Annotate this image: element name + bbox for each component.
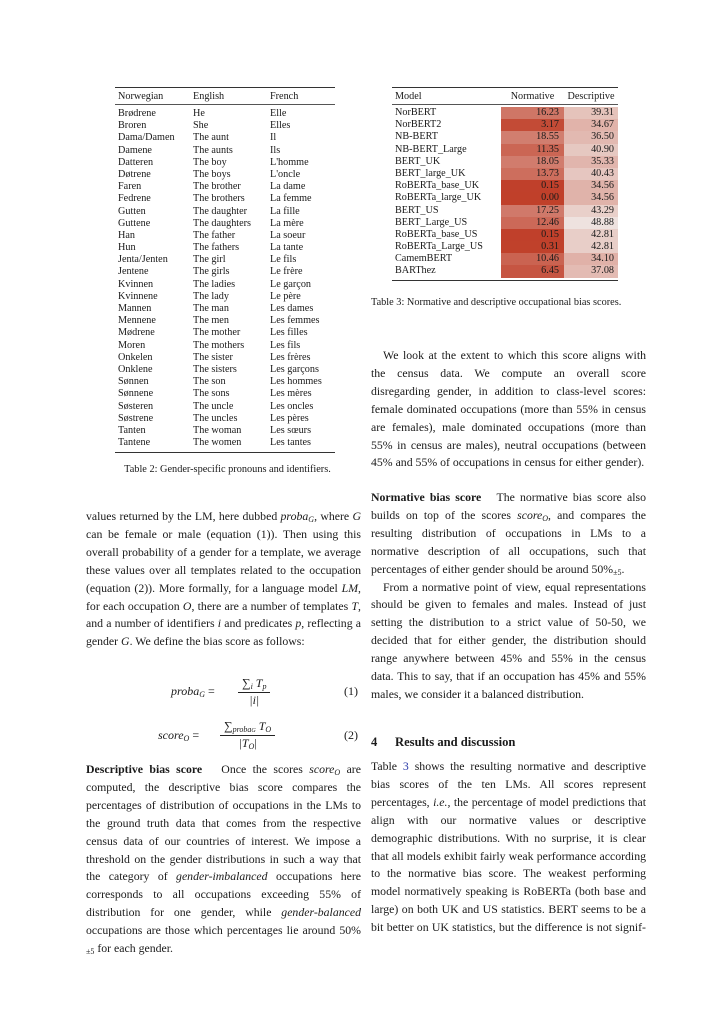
text: values returned by the LM, here dubbed [86, 509, 281, 523]
text: . We define the bias score as follows: [129, 634, 305, 649]
math-sub-g: G [308, 515, 315, 524]
text: . [621, 561, 625, 576]
cell-french: Les femmes [270, 315, 320, 327]
cell-english: The aunts [193, 144, 233, 156]
cell-normative: 0.15 [501, 229, 564, 241]
cell-model: NorBERT2 [395, 119, 442, 131]
header-english: English [193, 91, 225, 102]
cell-norwegian: Damene [118, 144, 152, 156]
text: and predicates [221, 616, 296, 631]
text: , there are a number of templates [191, 598, 352, 613]
table-row [115, 193, 335, 205]
cell-model: BERT_Large_US [395, 216, 468, 228]
cell-descriptive: 40.43 [564, 168, 618, 180]
cell-english: The aunt [193, 132, 229, 144]
equals: = [189, 728, 200, 742]
math-score: score [517, 507, 543, 522]
table-row [392, 119, 618, 131]
table-row [392, 205, 618, 217]
cell-norwegian: Moren [118, 339, 146, 351]
text: , reflecting a gender [86, 616, 361, 649]
text: , and compares the resulting distribution of occupations in LMs to a normative description of all occupations, such that percentages of either gender should be around 50% [371, 507, 646, 576]
sum-symbol: ∑ [224, 719, 233, 733]
cell-french: Les oncles [270, 400, 314, 412]
term-gender-imbalanced: gender-imbalanced [176, 869, 268, 884]
math-proba: proba [171, 684, 200, 698]
table-row [392, 107, 618, 119]
table-bottom-rule [115, 452, 335, 453]
table-body [115, 108, 335, 449]
table-3 [392, 87, 618, 281]
table-row [115, 388, 335, 400]
eq2-lhs [158, 728, 199, 743]
cell-model: BERT_large_UK [395, 167, 466, 179]
table-row [115, 401, 335, 413]
table-row [392, 180, 618, 192]
cell-normative: 3.17 [501, 119, 564, 131]
table-row [115, 425, 335, 437]
paragraph-census-alignment [371, 347, 646, 472]
math-bar: | [254, 736, 257, 750]
cell-french: Les mères [270, 388, 312, 400]
cell-model: RoBERTa_large_UK [395, 192, 482, 204]
cell-english: The fathers [193, 242, 240, 254]
cell-english: The sons [193, 388, 230, 400]
cell-english: The uncles [193, 412, 238, 424]
math-sub-o: O [542, 513, 549, 523]
table-row [392, 241, 618, 253]
section-number: 4 [371, 735, 378, 749]
cell-norwegian: Mødrene [118, 327, 155, 339]
text: the percentage of model predictions that align with our normative values or descriptive demographic distributions. With no surprise, it is clear that all models exhibit fairly weak performance according to the normative bias score. The weakest performing model normatively speaking is RoBERTa (both base and large) on both UK and US statistics. BERT seems to be a bit better on UK statistics, but the difference is not signif- [371, 794, 646, 935]
cell-normative: 0.31 [501, 241, 564, 253]
cell-english: The sisters [193, 363, 237, 375]
header-model: Model [395, 91, 422, 102]
equation-number: (1) [344, 684, 358, 698]
cell-norwegian: Søstrene [118, 412, 154, 424]
text: , and a number of identifiers [86, 598, 361, 631]
eq2-numerator [220, 719, 275, 736]
cell-french: Elle [270, 108, 287, 119]
eq1-fraction [238, 676, 270, 708]
paragraph-heading: Normative bias score [371, 490, 482, 504]
table-row [115, 315, 335, 327]
math-sub-pm: ±5 [86, 947, 95, 957]
cell-descriptive: 48.88 [564, 217, 618, 229]
cell-french: Les hommes [270, 376, 322, 388]
cell-english: The girls [193, 266, 230, 278]
table-row [115, 340, 335, 352]
cell-descriptive: 37.08 [564, 265, 618, 277]
cell-model: RoBERTa_base_US [395, 228, 478, 240]
cell-descriptive: 35.33 [564, 156, 618, 168]
cell-descriptive: 42.81 [564, 229, 618, 241]
cell-descriptive: 39.31 [564, 107, 618, 119]
math-proba: proba [232, 725, 252, 734]
math-score: score [309, 762, 335, 776]
math-sub: G [251, 728, 256, 734]
text: for each gender. [94, 941, 173, 956]
cell-model: BARThez [395, 265, 436, 277]
math-lm: LM [341, 580, 359, 595]
text: occupations are those which percentages lie around 50% [86, 923, 361, 938]
cell-french: Le garçon [270, 278, 312, 290]
cell-norwegian: Kvinnen [118, 278, 154, 290]
cell-english: The ladies [193, 278, 236, 290]
cell-model: NB-BERT_Large [395, 143, 467, 155]
cell-english: The man [193, 303, 229, 314]
cell-norwegian: Sønnen [118, 376, 149, 388]
eq1-denominator: |i| [249, 693, 260, 707]
text: shows the resulting normative and descriptive bias scores of the ten LMs. All scores represent percentages, [371, 759, 646, 809]
table-row [392, 192, 618, 204]
text: , for each occupation [86, 580, 361, 613]
cell-normative: 18.55 [501, 131, 564, 143]
math-p: p [295, 616, 302, 631]
text: From a normative point of view, equal representations should be given to females and males. Instead of just setting the distribution to a strict value of 50-50, we decided that for either gender, the distribution should range anywhere between 45% and 55% in the census data. This to say, that if an occupation has 45% and 55% males, we consider it a balanced distribution. [371, 579, 646, 701]
cell-norwegian: Datteren [118, 156, 154, 168]
cell-english: He [193, 108, 205, 119]
table-row [115, 230, 335, 242]
cell-french: Les pères [270, 412, 309, 424]
text: We look at the extent to which this score aligns with the census data. We compute an overall score disregarding gender, in addition to class-level scores: female dominated occupations (more than 55% in census are females), male dominated occupations (more than 55% in census are males), neutral occupations (between 45% and 55% of occupations in census for either gender). [371, 348, 646, 470]
cell-norwegian: Faren [118, 181, 142, 193]
table-row [115, 120, 335, 132]
paragraph-normative-bias [371, 489, 646, 704]
cell-norwegian: Tanten [118, 424, 146, 436]
text-ie: i.e., [433, 794, 451, 809]
cell-descriptive: 40.90 [564, 144, 618, 156]
paragraph-descriptive-bias [86, 761, 361, 958]
cell-normative: 11.35 [501, 144, 564, 156]
math-sub: O [265, 725, 272, 734]
cell-normative: 16.23 [501, 107, 564, 119]
cell-norwegian: Dama/Damen [118, 132, 175, 144]
cell-english: The lady [193, 290, 229, 302]
table-row [115, 437, 335, 449]
math-sub: i [250, 682, 253, 691]
cell-norwegian: Guttene [118, 217, 151, 229]
cell-normative: 0.15 [501, 180, 564, 192]
cell-descriptive: 43.29 [564, 205, 618, 217]
cell-model: BERT_UK [395, 155, 441, 167]
math-o: O [182, 598, 192, 613]
table-header-row [392, 88, 618, 104]
cell-model: BERT_US [395, 204, 439, 216]
cell-french: Les dames [270, 303, 314, 314]
cell-english: The mother [193, 327, 241, 339]
cell-model: CamemBERT [395, 253, 453, 265]
cell-normative: 18.05 [501, 156, 564, 168]
cell-model: NorBERT [395, 107, 437, 118]
table-row [115, 169, 335, 181]
cell-french: Le père [270, 290, 301, 302]
cell-french: La tante [270, 242, 304, 254]
table-3-caption: Table 3: Normative and descriptive occupational bias scores. [371, 297, 622, 308]
table-row [392, 156, 618, 168]
cell-french: La fille [270, 205, 300, 217]
cell-english: The boy [193, 156, 227, 168]
eq1-lhs [171, 684, 215, 699]
cell-normative: 13.73 [501, 168, 564, 180]
table-row [115, 413, 335, 425]
table-row [392, 217, 618, 229]
table-row [392, 265, 618, 277]
table-row [392, 131, 618, 143]
cell-french: La mère [270, 217, 304, 229]
math-sub-pm: ±5 [613, 567, 622, 577]
cell-french: Les fils [270, 339, 301, 351]
text: , where [314, 509, 353, 523]
term-gender-balanced: gender-balanced [281, 905, 361, 920]
table-row [115, 145, 335, 157]
cell-english: The men [193, 315, 229, 327]
text: can be female or male (equation (1)). Then using this overall probability of a gender for a template, we average these values over all templates related to the occupation (equation (2)). More formally, for a language model [86, 526, 361, 595]
math-sub [233, 725, 256, 734]
cell-model: RoBERTa_Large_US [395, 241, 483, 253]
cell-norwegian: Søsteren [118, 400, 154, 412]
cell-english: She [193, 120, 209, 132]
cell-descriptive: 34.67 [564, 119, 618, 131]
cell-norwegian: Onkelen [118, 351, 153, 363]
cell-norwegian: Gutten [118, 205, 146, 217]
math-sub: p [262, 682, 267, 691]
text: The normative bias score also builds on top of the scores [371, 490, 646, 522]
cell-french: Les tantes [270, 437, 312, 449]
eq2-denominator [220, 736, 275, 751]
table-row [115, 376, 335, 388]
cell-french: Les sœurs [270, 424, 312, 436]
equation-number: (2) [344, 728, 358, 742]
cell-norwegian: Hun [118, 242, 136, 254]
cell-normative: 0.00 [501, 192, 564, 204]
table-row [115, 218, 335, 230]
table-row [115, 291, 335, 303]
cell-norwegian: Jentene [118, 266, 149, 278]
cell-french: Elles [270, 120, 291, 132]
cell-french: Les frères [270, 351, 311, 363]
cell-normative: 10.46 [501, 253, 564, 265]
cell-french: L'homme [270, 156, 309, 168]
cell-english: The brothers [193, 193, 245, 205]
math-proba: proba [280, 509, 309, 523]
table-bottom-rule [392, 280, 618, 281]
table-mid-rule [392, 104, 618, 105]
math-g: G [352, 509, 361, 523]
cell-model: RoBERTa_base_UK [395, 180, 480, 192]
cell-french: Le frère [270, 266, 303, 278]
table-body [392, 107, 618, 278]
section-heading [371, 735, 515, 750]
cell-norwegian: Døtrene [118, 168, 151, 180]
cell-norwegian: Jenta/Jenten [118, 254, 168, 266]
text: occupations here corresponds to all occupations exceeding 55% of distribution for one gender, while [86, 869, 361, 920]
cell-english: The sister [193, 351, 233, 363]
equation-2 [86, 716, 361, 758]
sum-symbol: ∑ [242, 676, 251, 690]
cell-french: La soeur [270, 229, 306, 241]
cell-descriptive: 42.81 [564, 241, 618, 253]
cell-french: Le fils [270, 254, 297, 266]
math-t: T [351, 598, 359, 613]
text: are computed, the descriptive bias score compares the percentages of distribution of occupations in the LMs to the ground truth data that comes from the respective census data of our countries of interest. We impose a threshold on the gender distributions in such a way that the category of [86, 762, 361, 884]
cell-descriptive: 36.50 [564, 131, 618, 143]
header-norwegian: Norwegian [118, 91, 164, 102]
cell-norwegian: Fedrene [118, 193, 151, 205]
table-header-row [115, 88, 335, 104]
table-row [392, 144, 618, 156]
header-french: French [270, 91, 299, 102]
cell-french: Ils [270, 144, 281, 156]
table-mid-rule [115, 104, 335, 105]
cell-english: The boys [193, 168, 231, 180]
header-descriptive: Descriptive [567, 91, 615, 102]
cell-norwegian: Sønnene [118, 388, 154, 400]
paragraph-heading: Descriptive bias score [86, 762, 203, 776]
table-reference-link[interactable]: 3 [402, 759, 409, 773]
table-row [392, 229, 618, 241]
math-t: T [255, 676, 263, 690]
table-row [115, 352, 335, 364]
math-t: T [258, 719, 266, 733]
cell-french: L'oncle [270, 168, 301, 180]
cell-normative: 12.46 [501, 217, 564, 229]
cell-english: The mothers [193, 339, 245, 351]
cell-french: Il [270, 132, 277, 144]
table-row [115, 242, 335, 254]
math-sub-o: O [334, 768, 341, 777]
cell-norwegian: Mennene [118, 315, 156, 327]
cell-french: La femme [270, 193, 312, 205]
table-row [115, 327, 335, 339]
cell-descriptive: 34.10 [564, 253, 618, 265]
table-row [115, 364, 335, 376]
cell-normative: 6.45 [501, 265, 564, 277]
table-2-caption: Table 2: Gender-specific pronouns and identifiers. [124, 464, 331, 475]
math-g: G [121, 634, 130, 649]
table-row [115, 181, 335, 193]
cell-english: The uncle [193, 400, 234, 412]
table-row [115, 206, 335, 218]
cell-normative: 17.25 [501, 205, 564, 217]
text: Once the scores [221, 762, 310, 776]
table-row [115, 108, 335, 120]
equation-1 [86, 676, 361, 716]
cell-norwegian: Broren [118, 120, 147, 132]
table-row [115, 254, 335, 266]
cell-norwegian: Mannen [118, 303, 152, 314]
table-row [392, 168, 618, 180]
cell-french: La dame [270, 181, 306, 193]
cell-norwegian: Kvinnene [118, 290, 158, 302]
cell-english: The father [193, 229, 236, 241]
table-row [115, 157, 335, 169]
eq2-fraction [220, 719, 275, 751]
paragraph-results [371, 758, 646, 937]
math-score: score [158, 728, 184, 742]
table-row [115, 132, 335, 144]
eq1-numerator [238, 676, 270, 693]
equals: = [205, 684, 215, 698]
cell-model: NB-BERT [395, 131, 438, 143]
section-title: Results and discussion [395, 735, 516, 749]
math-sub: G [199, 690, 206, 699]
table-row [115, 279, 335, 291]
table-row [392, 253, 618, 265]
header-normative: Normative [510, 91, 555, 102]
cell-french: Les filles [270, 327, 308, 339]
cell-english: The brother [193, 181, 241, 193]
cell-descriptive: 34.56 [564, 192, 618, 204]
table-row [115, 303, 335, 315]
cell-english: The woman [193, 424, 242, 436]
cell-english: The daughters [193, 217, 251, 229]
table-2 [115, 87, 335, 453]
cell-norwegian: Han [118, 229, 135, 241]
text: Table [371, 759, 403, 773]
math-sub: O [248, 742, 255, 751]
cell-english: The daughter [193, 205, 248, 217]
cell-norwegian: Tantene [118, 437, 151, 449]
cell-english: The girl [193, 254, 226, 266]
cell-norwegian: Onklene [118, 363, 153, 375]
math-i: i [217, 616, 222, 631]
table-row [115, 266, 335, 278]
cell-descriptive: 34.56 [564, 180, 618, 192]
cell-english: The son [193, 376, 226, 388]
cell-english: The women [193, 437, 242, 449]
math-sub: O [183, 734, 190, 743]
cell-french: Les garçons [270, 363, 319, 375]
cell-norwegian: Brødrene [118, 108, 156, 119]
paragraph-bias-definition [86, 508, 361, 651]
math-t: |T [238, 736, 249, 750]
